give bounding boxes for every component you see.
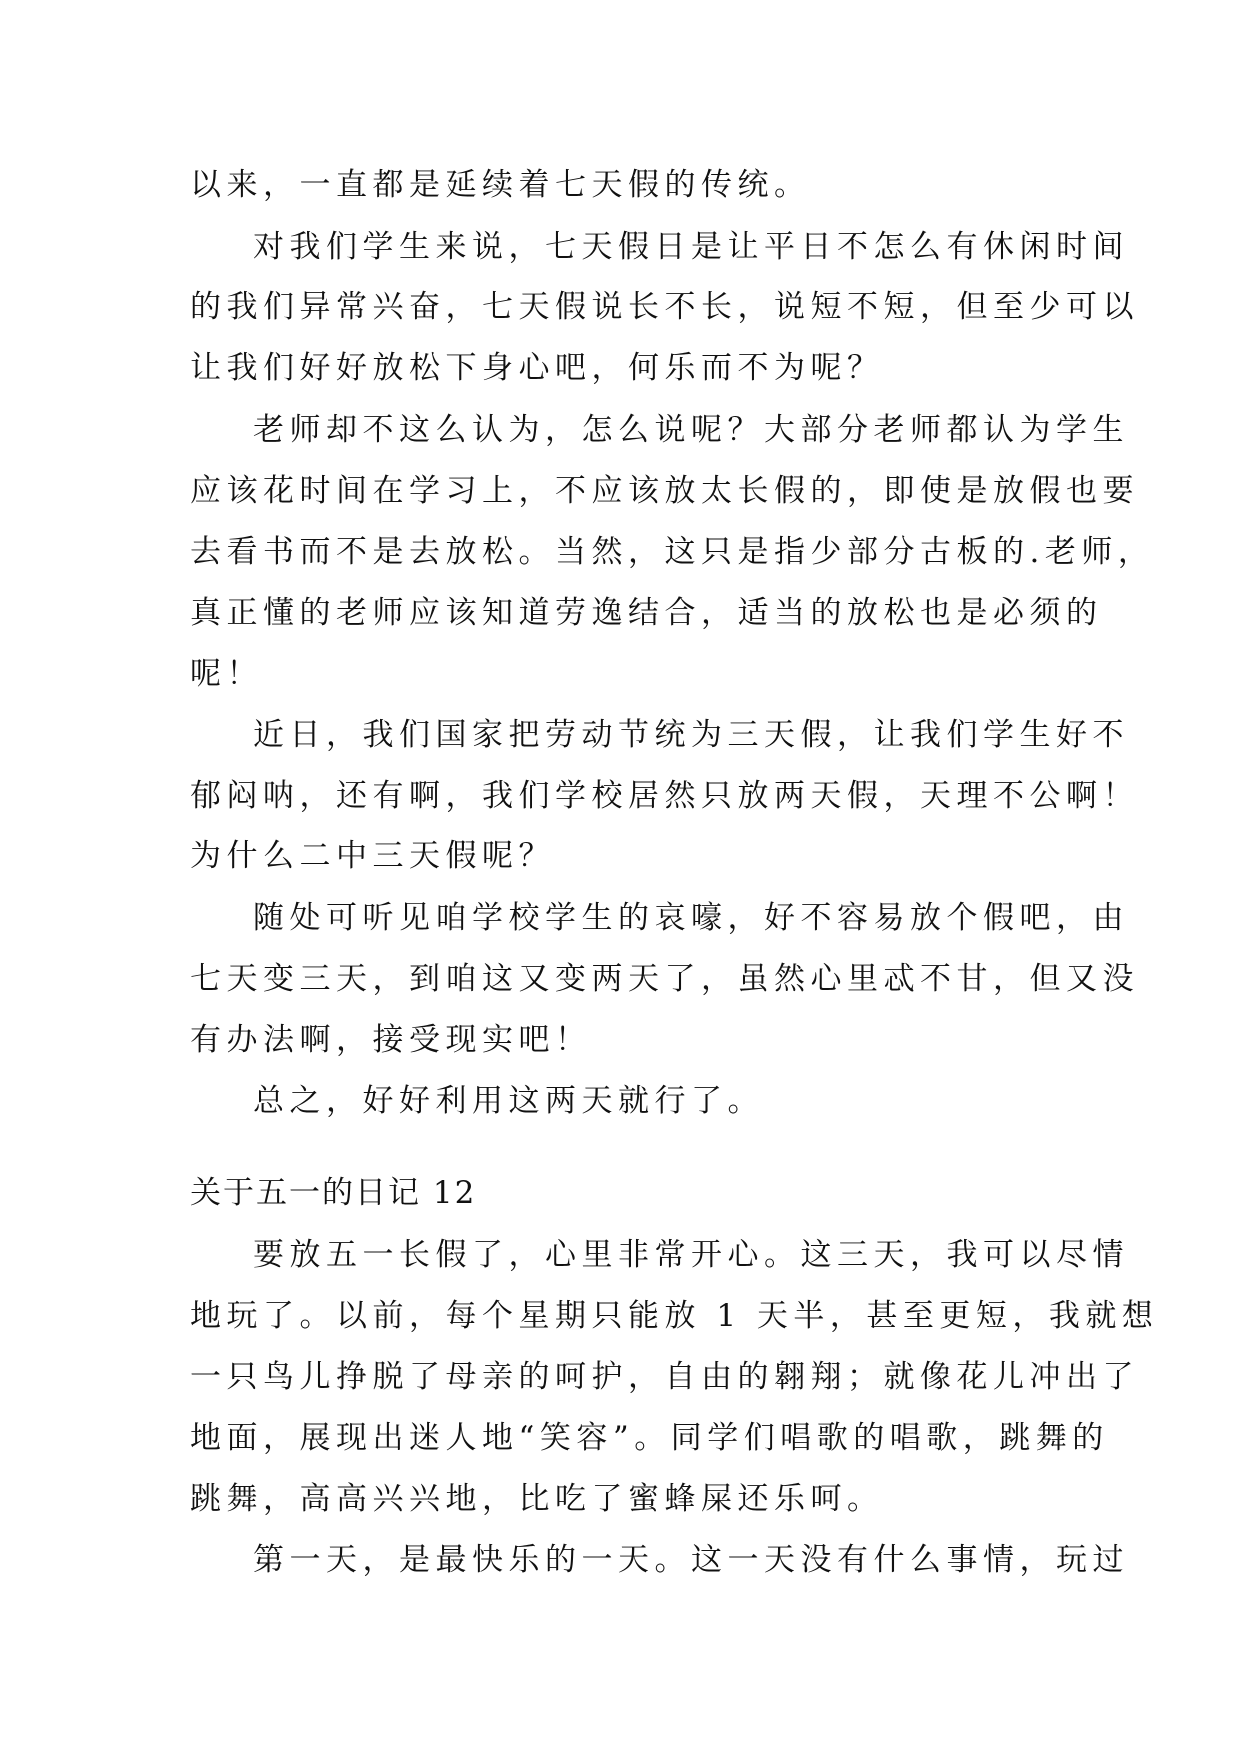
paragraph-line: 老师却不这么认为，怎么说呢？大部分老师都认为学生 bbox=[253, 412, 1129, 448]
paragraph-line: 近日，我们国家把劳动节统为三天假，让我们学生好不 bbox=[253, 717, 1129, 753]
paragraph-line: 地玩了。以前，每个星期只能放 1 天半，甚至更短，我就想 bbox=[190, 1298, 1159, 1334]
paragraph-line: 七天变三天，到咱这又变两天了，虽然心里忒不甘，但又没 bbox=[190, 961, 1139, 997]
paragraph-line: 去看书而不是去放松。当然，这只是指少部分古板的.老师， bbox=[190, 534, 1155, 570]
paragraph-line: 以来，一直都是延续着七天假的传统。 bbox=[190, 167, 811, 203]
paragraph-line: 第一天，是最快乐的一天。这一天没有什么事情，玩过 bbox=[253, 1542, 1129, 1578]
paragraph-line: 地面，展现出迷人地“笑容”。同学们唱歌的唱歌，跳舞的 bbox=[190, 1420, 1109, 1456]
paragraph-line: 要放五一长假了，心里非常开心。这三天，我可以尽情 bbox=[253, 1237, 1129, 1273]
paragraph-line: 真正懂的老师应该知道劳逸结合，适当的放松也是必须的 bbox=[190, 595, 1103, 631]
paragraph-line: 随处可听见咱学校学生的哀嚎，好不容易放个假吧，由 bbox=[253, 900, 1129, 936]
paragraph-line: 对我们学生来说，七天假日是让平日不怎么有休闲时间 bbox=[253, 229, 1129, 265]
paragraph-line: 呢！ bbox=[190, 656, 263, 692]
paragraph-line: 郁闷呐，还有啊，我们学校居然只放两天假，天理不公啊！ bbox=[190, 778, 1139, 814]
paragraph-line: 应该花时间在学习上，不应该放太长假的，即使是放假也要 bbox=[190, 473, 1139, 509]
paragraph-line: 总之，好好利用这两天就行了。 bbox=[253, 1083, 764, 1119]
section-title: 关于五一的日记 12 bbox=[190, 1175, 477, 1211]
paragraph-line: 一只鸟儿挣脱了母亲的呵护，自由的翱翔；就像花儿冲出了 bbox=[190, 1359, 1139, 1395]
paragraph-line: 的我们异常兴奋，七天假说长不长，说短不短，但至少可以 bbox=[190, 289, 1139, 325]
paragraph-line: 跳舞，高高兴兴地，比吃了蜜蜂屎还乐呵。 bbox=[190, 1481, 884, 1517]
paragraph-line: 为什么二中三天假呢？ bbox=[190, 838, 555, 874]
paragraph-line: 让我们好好放松下身心吧，何乐而不为呢？ bbox=[190, 350, 884, 386]
paragraph-line: 有办法啊，接受现实吧！ bbox=[190, 1022, 592, 1058]
